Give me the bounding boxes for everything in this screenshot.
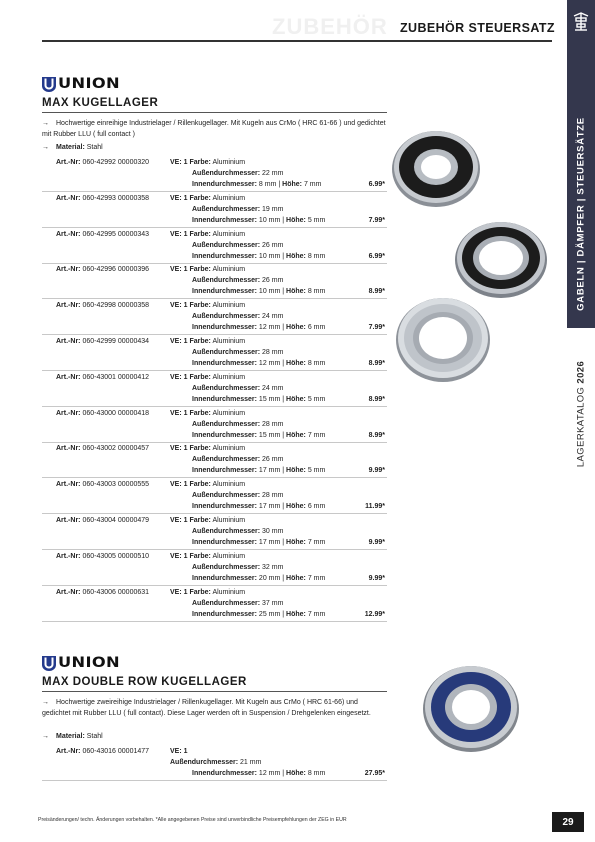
article-price: 11.99* (365, 503, 385, 511)
article-ve-farbe: VE: 1 Farbe: Aluminium (170, 159, 246, 166)
article-outer-diameter: Außendurchmesser: 30 mm (192, 528, 284, 535)
arrow-icon: → (42, 144, 49, 151)
article-number: Art.-Nr: 060-43005 00000510 (56, 552, 150, 560)
article-number: Art.-Nr: 060-42995 00000343 (56, 230, 150, 238)
product-description (42, 119, 387, 140)
article-row (42, 748, 387, 781)
product-title-max-double-row: MAX DOUBLE ROW KUGELLAGER (42, 676, 247, 688)
article-price: 12.99* (364, 610, 385, 618)
article-inner-diameter: Innendurchmesser: 12 mm | Höhe: 8 mm (192, 770, 326, 777)
article-price: 7.99* (368, 324, 385, 332)
article-inner-diameter: Innendurchmesser: 12 mm | Höhe: 8 mm (192, 360, 326, 367)
article-row (42, 266, 387, 299)
article-row (42, 445, 387, 478)
product-material (42, 732, 387, 743)
union-logo-text: UNION (58, 76, 120, 92)
header-ghost-text: ZUBEHÖR (272, 14, 388, 39)
article-inner-diameter: Innendurchmesser: 10 mm | Höhe: 8 mm (192, 288, 326, 296)
article-ve-farbe: VE: 1 Farbe: Aluminium (170, 338, 246, 345)
article-inner-diameter: Innendurchmesser: 8 mm | Höhe: 7 mm (192, 181, 322, 188)
catalog-year: 2026 (575, 360, 587, 384)
sidebar-categories: GABELN | DÄMPFER | STEUERSÄTZE (575, 117, 587, 311)
footer-note: Preisänderungen/ techn. Änderungen vorbehalten. *Alle angegebenen Preise sind unverbindliche Preisempfehlungen der ZEG in EUR (38, 817, 347, 823)
union-logo-icon (42, 656, 56, 671)
article-ve-farbe: VE: 1 Farbe: Aluminium (170, 194, 246, 202)
article-ve-farbe: VE: 1 Farbe: Aluminium (170, 588, 246, 596)
article-outer-diameter: Außendurchmesser: 26 mm (192, 277, 284, 285)
catalog-prefix: LAGERKATALOG (575, 386, 587, 468)
article-inner-diameter: Innendurchmesser: 17 mm | Höhe: 5 mm (192, 467, 326, 475)
article-row (42, 374, 387, 407)
union-logo (42, 76, 120, 92)
arrow-icon: → (42, 733, 49, 740)
article-price: 6.99* (368, 181, 385, 188)
article-row (42, 159, 387, 192)
page-number: 29 (552, 812, 584, 832)
bearing-image (453, 217, 549, 299)
article-price: 8.99* (368, 288, 385, 296)
article-number: Art.-Nr: 060-43003 00000555 (56, 481, 150, 489)
article-inner-diameter: Innendurchmesser: 25 mm | Höhe: 7 mm (192, 610, 326, 618)
bearing-image (390, 126, 482, 208)
article-inner-diameter: Innendurchmesser: 20 mm | Höhe: 7 mm (192, 574, 326, 582)
article-number: Art.-Nr: 060-43000 00000418 (56, 409, 150, 417)
article-number: Art.-Nr: 060-42999 00000434 (56, 338, 150, 345)
article-row (42, 481, 387, 514)
sidebar-tab (567, 0, 595, 842)
article-outer-diameter: Außendurchmesser: 28 mm (192, 420, 284, 428)
material-label: Material: (56, 144, 85, 151)
article-ve-farbe: VE: 1 Farbe: Aluminium (170, 481, 246, 489)
article-outer-diameter: Außendurchmesser: 28 mm (192, 349, 284, 356)
article-outer-diameter: Außendurchmesser: 21 mm (170, 759, 262, 766)
article-price: 8.99* (368, 395, 385, 403)
article-number: Art.-Nr: 060-43016 00001477 (56, 748, 150, 755)
article-inner-diameter: Innendurchmesser: 17 mm | Höhe: 6 mm (192, 503, 326, 511)
article-outer-diameter: Außendurchmesser: 37 mm (192, 599, 284, 607)
article-number: Art.-Nr: 060-43001 00000412 (56, 373, 150, 381)
material-value: Stahl (86, 733, 103, 740)
union-logo (42, 655, 120, 671)
article-outer-diameter: Außendurchmesser: 24 mm (192, 384, 284, 392)
material-label: Material: (56, 733, 85, 740)
article-price: 6.99* (368, 252, 385, 260)
product-title-max-kugellager: MAX KUGELLAGER (42, 97, 159, 109)
article-row (42, 302, 387, 335)
article-row (42, 231, 387, 264)
material-value: Stahl (86, 144, 103, 151)
article-price: 9.99* (368, 539, 385, 546)
article-price: 9.99* (368, 574, 385, 582)
article-price: 8.99* (368, 431, 385, 439)
article-outer-diameter: Außendurchmesser: 22 mm (192, 170, 284, 177)
article-inner-diameter: Innendurchmesser: 10 mm | Höhe: 8 mm (192, 252, 326, 260)
section-title: ZUBEHÖR STEUERSATZ (400, 21, 555, 35)
arrow-icon: → (42, 120, 49, 127)
description-text: Hochwertige zweireihige Industrielager / Rillenkugellager. Mit Kugeln aus CrMo ( HRC 61-66) und gedichtet mit Rubber LLU ( full contact). Diese Lager werden oft in Suspension / Drehgelenken eingesetzt. (42, 699, 371, 717)
product-description (42, 698, 387, 719)
bearing-image (394, 292, 492, 384)
article-outer-diameter: Außendurchmesser: 19 mm (192, 205, 284, 213)
article-row (42, 410, 387, 443)
article-number: Art.-Nr: 060-42992 00000320 (56, 159, 150, 166)
article-number: Art.-Nr: 060-43002 00000457 (56, 445, 150, 453)
sidebar-catalog-label (576, 361, 587, 467)
description-text: Hochwertige einreihige Industrielager / Rillenkugellager. Mit Kugeln aus CrMo ( HRC 61-66 ) und gedichtet mit Rubber LLU ( full contact ) (42, 120, 386, 138)
article-ve-farbe: VE: 1 Farbe: Aluminium (170, 552, 246, 560)
union-logo-icon (42, 77, 56, 92)
article-number: Art.-Nr: 060-42998 00000358 (56, 302, 150, 310)
article-ve-farbe: VE: 1 Farbe: Aluminium (170, 373, 246, 381)
article-price: 8.99* (368, 360, 385, 367)
article-inner-diameter: Innendurchmesser: 17 mm | Höhe: 7 mm (192, 539, 326, 546)
product-material (42, 143, 387, 154)
article-row (42, 589, 387, 622)
article-ve-farbe: VE: 1 Farbe: Aluminium (170, 266, 246, 274)
article-outer-diameter: Außendurchmesser: 28 mm (192, 492, 284, 500)
article-price: 9.99* (368, 467, 385, 475)
header-rule (42, 40, 552, 42)
union-logo-text: UNION (58, 655, 120, 671)
article-outer-diameter: Außendurchmesser: 26 mm (192, 456, 284, 464)
article-row (42, 553, 387, 586)
bearing-image (421, 660, 521, 754)
article-number: Art.-Nr: 060-43006 00000631 (56, 588, 150, 596)
headset-icon (571, 10, 591, 32)
article-price: 7.99* (368, 216, 385, 224)
article-inner-diameter: Innendurchmesser: 15 mm | Höhe: 7 mm (192, 431, 326, 439)
article-row (42, 195, 387, 228)
article-price: 27.95* (364, 770, 385, 777)
article-number: Art.-Nr: 060-43004 00000479 (56, 517, 150, 524)
article-ve-farbe: VE: 1 Farbe: Aluminium (170, 302, 246, 310)
article-ve-farbe: VE: 1 (170, 748, 188, 755)
article-ve-farbe: VE: 1 Farbe: Aluminium (170, 445, 246, 453)
product-title-rule (42, 112, 387, 113)
article-number: Art.-Nr: 060-42996 00000396 (56, 266, 150, 274)
article-inner-diameter: Innendurchmesser: 10 mm | Höhe: 5 mm (192, 216, 326, 224)
article-outer-diameter: Außendurchmesser: 26 mm (192, 241, 284, 249)
article-outer-diameter: Außendurchmesser: 32 mm (192, 563, 284, 571)
arrow-icon: → (42, 699, 49, 706)
article-inner-diameter: Innendurchmesser: 15 mm | Höhe: 5 mm (192, 395, 326, 403)
article-ve-farbe: VE: 1 Farbe: Aluminium (170, 517, 246, 524)
article-row (42, 517, 387, 550)
product-title-rule (42, 691, 387, 692)
article-row (42, 338, 387, 371)
article-number: Art.-Nr: 060-42993 00000358 (56, 194, 150, 202)
article-outer-diameter: Außendurchmesser: 24 mm (192, 313, 284, 321)
article-inner-diameter: Innendurchmesser: 12 mm | Höhe: 6 mm (192, 324, 326, 332)
article-ve-farbe: VE: 1 Farbe: Aluminium (170, 409, 246, 417)
article-ve-farbe: VE: 1 Farbe: Aluminium (170, 230, 246, 238)
